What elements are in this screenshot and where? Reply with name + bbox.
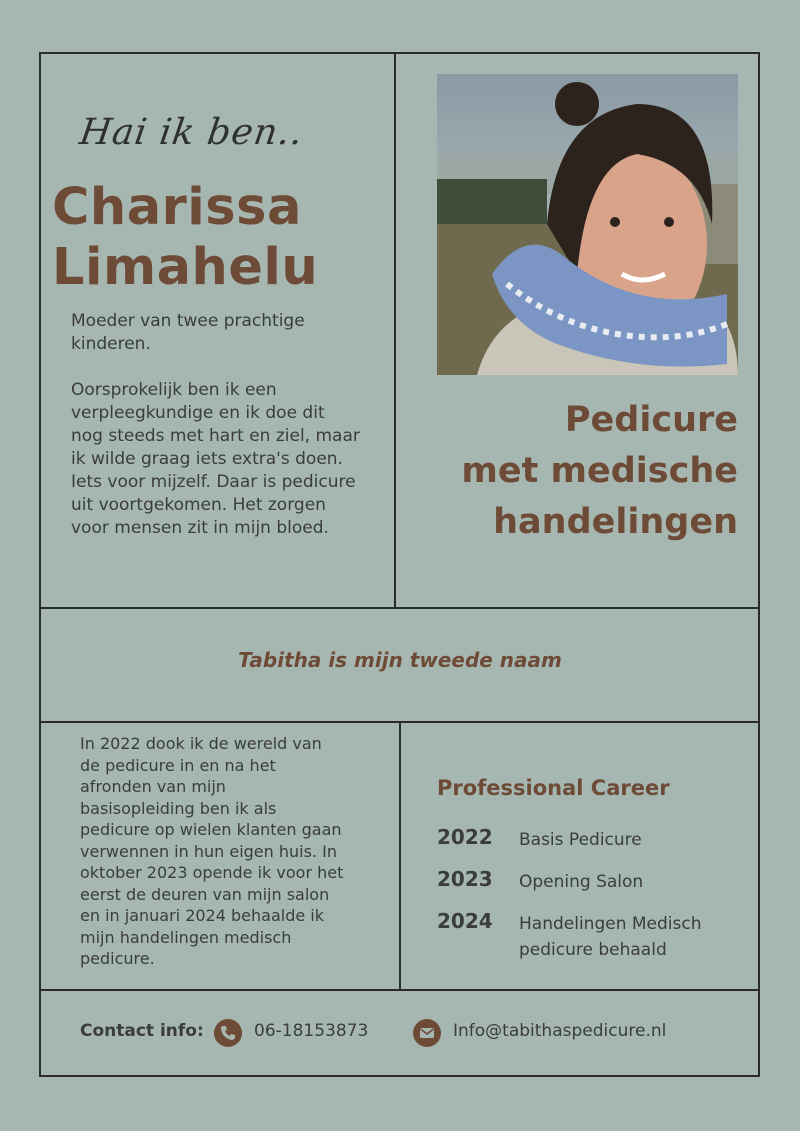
intro-paragraph-1: Moeder van twee prachtige kinderen.: [71, 311, 305, 354]
name-last: Limahelu: [52, 238, 319, 297]
career-description: Handelingen Medisch pedicure behaald: [519, 914, 702, 960]
service-line-1: Pedicure: [564, 400, 738, 440]
intro-text: [71, 310, 361, 563]
career-year: 2024: [437, 909, 493, 933]
service-line-3: handelingen: [493, 502, 738, 542]
divider-lower: [39, 989, 760, 991]
service-title: [378, 395, 738, 548]
profile-photo: [437, 74, 738, 375]
career-year: 2022: [437, 825, 493, 849]
tagline: Tabitha is mijn tweede naam: [238, 648, 562, 672]
service-line-2: met medische: [461, 451, 738, 491]
divider-bottom-vertical: [399, 721, 401, 991]
career-description: Opening Salon: [519, 872, 644, 892]
story-text: In 2022 dook ik de wereld van de pedicure in en na het afronden van mijn basisopleiding ben ik als pedicure op wielen klanten gaan verwennen in hun eigen huis. In oktober 2023 opende ik voor het eerst de deuren van mijn salon en in januari 2024 behaalde ik mijn handelingen medisch pedicure.: [80, 734, 344, 968]
contact-email[interactable]: Info@tabithaspedicure.nl: [453, 1021, 667, 1041]
career-description: Basis Pedicure: [519, 830, 642, 850]
phone-icon: [214, 1019, 242, 1047]
contact-phone[interactable]: 06-18153873: [254, 1021, 369, 1041]
divider-upper: [39, 607, 760, 609]
career-title: Professional Career: [437, 776, 670, 800]
mail-icon: [413, 1019, 441, 1047]
person-name: [52, 178, 392, 298]
intro-paragraph-2: Oorsprokelijk ben ik een verpleegkundige en ik doe dit nog steeds met hart en ziel, maar ik wilde graag iets extra's doen. Iets voor mijzelf. Daar is pedicure uit voortgekomen. Het zorgen voor mensen zit in mijn bloed.: [71, 380, 360, 538]
career-year: 2023: [437, 867, 493, 891]
greeting: Hai ik ben..: [77, 112, 306, 153]
contact-label: Contact info:: [80, 1021, 204, 1041]
name-first: Charissa: [52, 178, 302, 237]
